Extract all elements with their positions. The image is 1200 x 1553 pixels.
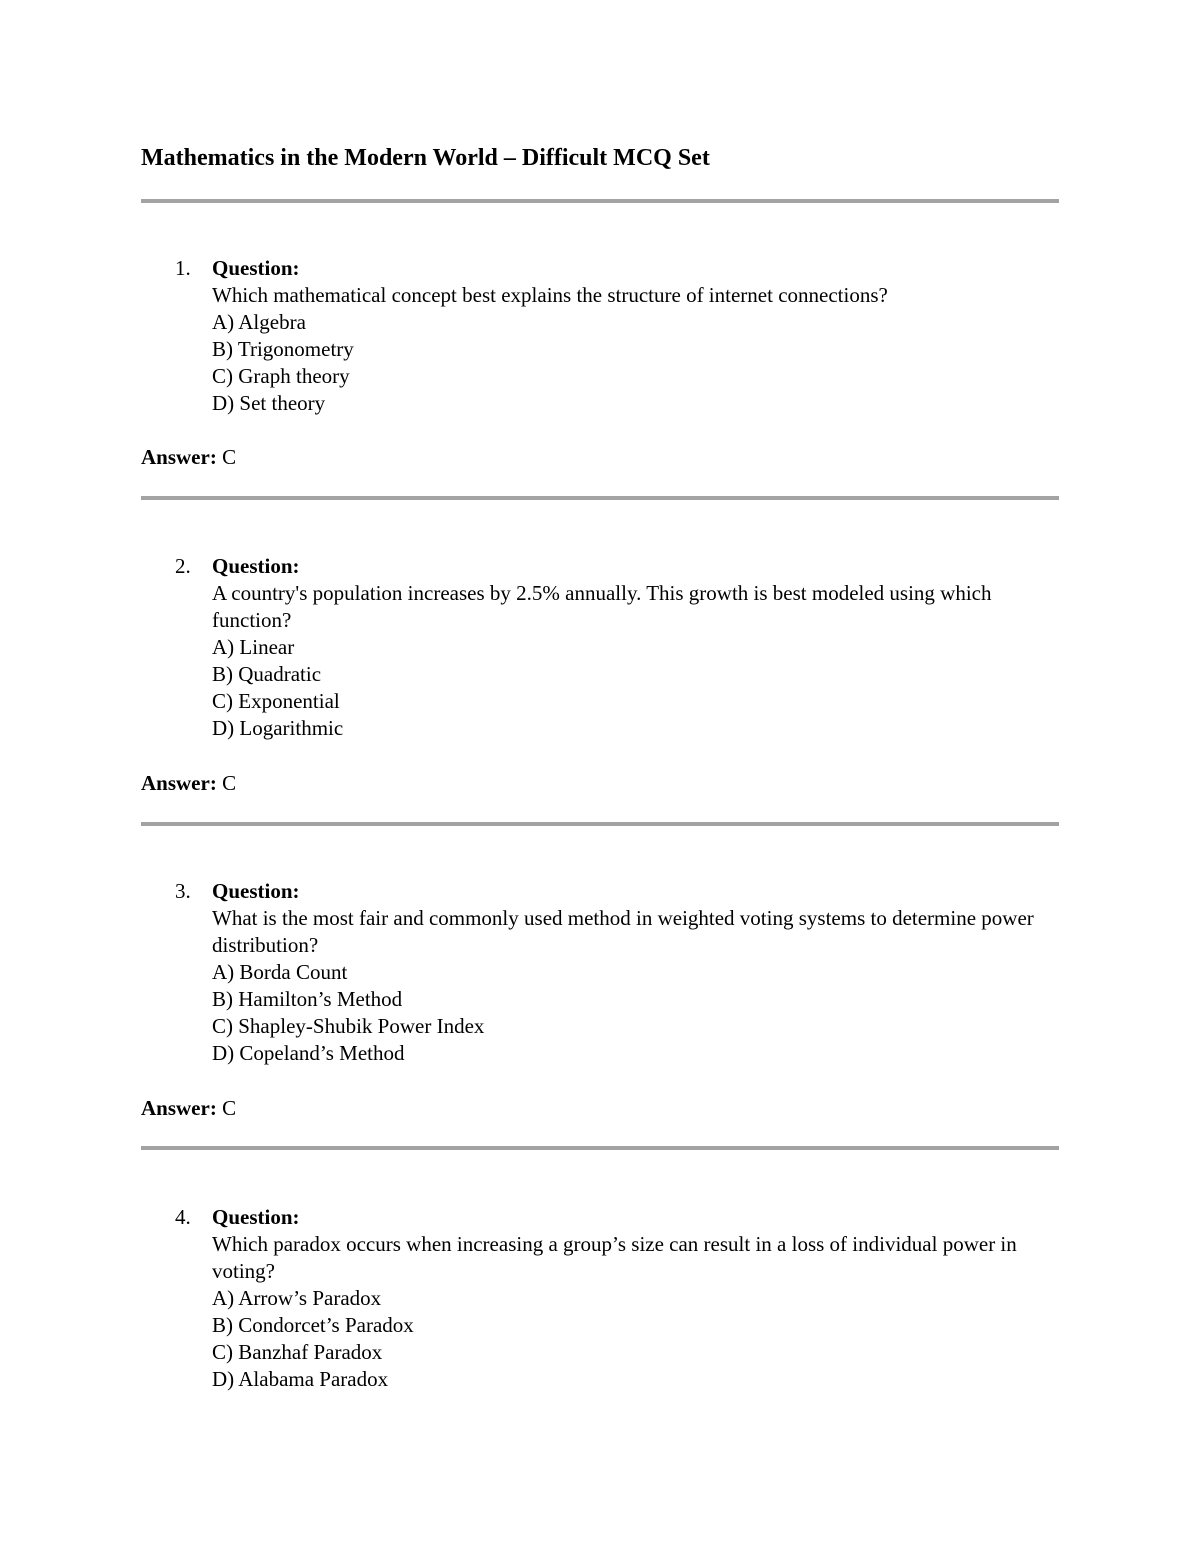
answer-value: C <box>222 445 237 469</box>
answer-label: Answer: <box>141 445 217 469</box>
question-number: 3. <box>175 879 191 903</box>
question-label: Question: <box>212 1205 300 1229</box>
question-text: What is the most fair and commonly used method in weighted voting systems to determine power distribution? <box>212 906 1034 957</box>
option-c: C) Shapley-Shubik Power Index <box>212 1014 485 1038</box>
option-d: D) Logarithmic <box>212 716 344 740</box>
option-d: D) Alabama Paradox <box>212 1367 389 1391</box>
answer-line-2 <box>141 770 236 797</box>
horizontal-rule <box>141 496 1059 500</box>
option-c: C) Graph theory <box>212 364 350 388</box>
answer-label: Answer: <box>141 1096 217 1120</box>
question-body <box>212 1204 1042 1393</box>
answer-line-1 <box>141 444 236 471</box>
document-title: Mathematics in the Modern World – Difficult MCQ Set <box>141 145 710 171</box>
answer-line-3 <box>141 1095 236 1122</box>
option-b: B) Condorcet’s Paradox <box>212 1313 414 1337</box>
question-number: 2. <box>175 554 191 578</box>
question-label: Question: <box>212 879 300 903</box>
option-a: A) Arrow’s Paradox <box>212 1286 382 1310</box>
question-body <box>212 878 1042 1067</box>
option-a: A) Borda Count <box>212 960 348 984</box>
question-body <box>212 553 1042 742</box>
answer-value: C <box>222 771 237 795</box>
option-d: D) Set theory <box>212 391 326 415</box>
question-label: Question: <box>212 554 300 578</box>
horizontal-rule <box>141 1146 1059 1150</box>
option-d: D) Copeland’s Method <box>212 1041 405 1065</box>
question-text: Which paradox occurs when increasing a group’s size can result in a loss of individual power in voting? <box>212 1232 1017 1283</box>
question-text: A country's population increases by 2.5% annually. This growth is best modeled using which function? <box>212 581 992 632</box>
option-a: A) Linear <box>212 635 295 659</box>
option-b: B) Hamilton’s Method <box>212 987 403 1011</box>
question-text: Which mathematical concept best explains the structure of internet connections? <box>212 283 888 307</box>
answer-value: C <box>222 1096 237 1120</box>
horizontal-rule <box>141 199 1059 203</box>
option-c: C) Banzhaf Paradox <box>212 1340 383 1364</box>
horizontal-rule <box>141 822 1059 826</box>
question-number: 1. <box>175 256 191 280</box>
question-label: Question: <box>212 256 300 280</box>
option-b: B) Trigonometry <box>212 337 354 361</box>
question-body <box>212 255 1042 417</box>
option-a: A) Algebra <box>212 310 306 334</box>
question-number: 4. <box>175 1205 191 1229</box>
option-c: C) Exponential <box>212 689 340 713</box>
answer-label: Answer: <box>141 771 217 795</box>
option-b: B) Quadratic <box>212 662 322 686</box>
